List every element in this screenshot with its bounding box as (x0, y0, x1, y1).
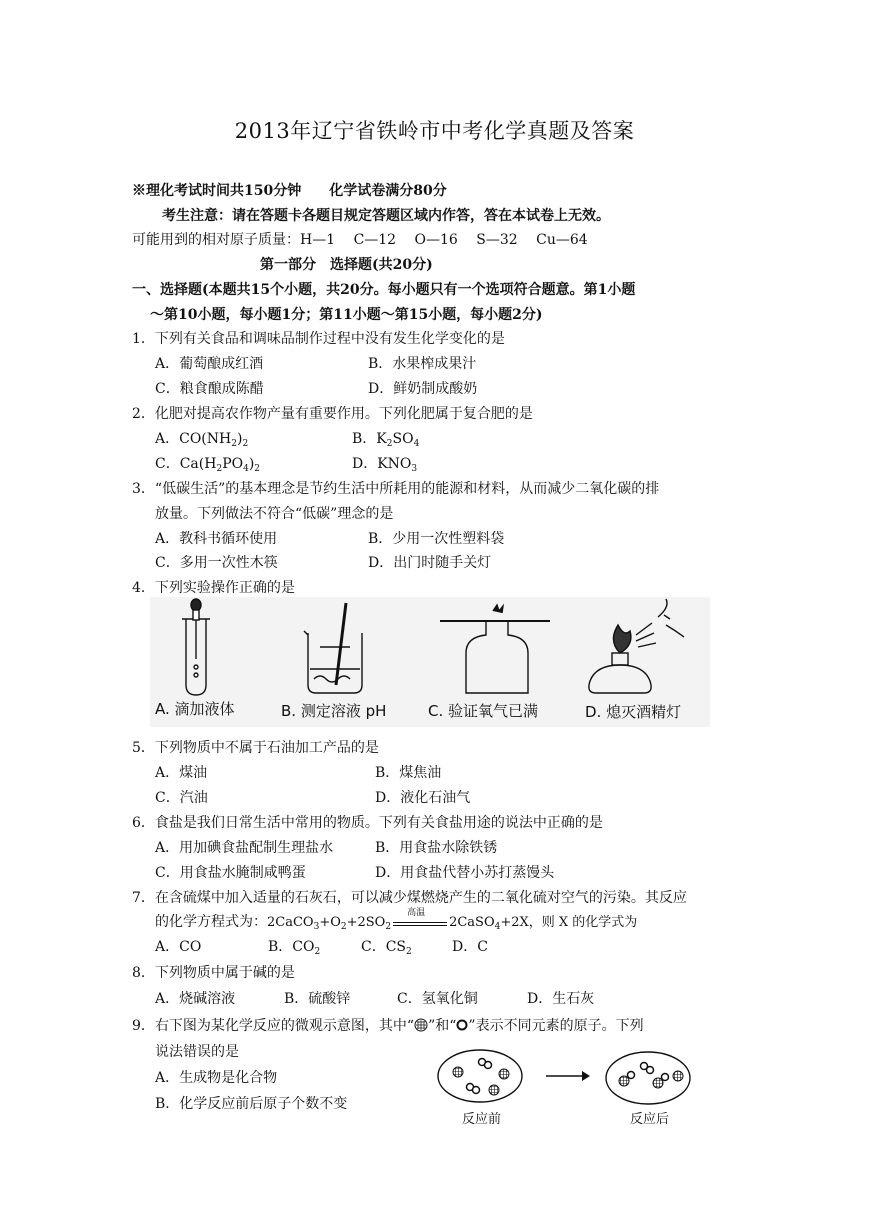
equation-condition: 高温 (393, 914, 447, 930)
q1-stem: 1．下列有关食品和调味品制作过程中没有发生化学变化的是 (132, 331, 505, 347)
q4-option-c: C. 验证氧气已满 (428, 702, 539, 720)
q4-option-d: D. 熄灭酒精灯 (585, 703, 682, 721)
q8-option-b: B．硫酸锌 (284, 991, 351, 1007)
part1-title: 第一部分 选择题(共20分) (260, 257, 433, 273)
q6-option-d: D．用食盐代替小苏打蒸馒头 (375, 865, 555, 881)
q7-option-c: C．$CS_2$ (361, 939, 412, 957)
q7-stem-line2: 的化学方程式为：$2CaCO_3+O_2+2SO_2$ 高温 2CaSO$_4$+2X，则 X 的化学式为 (155, 908, 638, 932)
q4-option-a: A. 滴加液体 (155, 700, 235, 718)
q6-stem: 6．食盐是我们日常生活中常用的物质。下列有关食盐用途的说法中正确的是 (132, 815, 603, 831)
q7-option-d: D．C (452, 939, 488, 955)
q5-option-a: A．煤油 (155, 765, 208, 781)
q5-stem: 5．下列物质中不属于石油加工产品的是 (132, 740, 379, 756)
q8-option-a: A．烧碱溶液 (155, 991, 236, 1007)
q1-option-a: A．葡萄酿成红酒 (155, 356, 264, 372)
page-title: 2013年辽宁省铁岭市中考化学真题及答案 (234, 119, 635, 143)
q4-option-b: B. 测定溶液 pH (281, 702, 387, 720)
section1-line1: 一、选择题(本题共15个小题，共20分。每小题只有一个选项符合题意。第1小题 (132, 282, 636, 298)
q2-option-b: B．$K_2SO_4$ (352, 431, 420, 449)
q1-option-b: B．水果榨成果汁 (368, 356, 477, 372)
q9-option-b: B．化学反应前后原子个数不变 (155, 1096, 348, 1112)
q2-option-a: A．$CO(NH_2)_2$ (155, 431, 249, 449)
q1-option-d: D．鲜奶制成酸奶 (368, 381, 478, 397)
exam-time-line: ※理化考试时间共150分钟 化学试卷满分80分 (132, 183, 447, 199)
q9-stem-line1: 9．右下图为某化学反应的微观示意图，其中“ ”和“ ”表示不同元素的原子。下列 (132, 1018, 644, 1034)
q7-option-b: B．$CO_2$ (268, 939, 321, 957)
q3-option-d: D．出门时随手关灯 (368, 555, 492, 571)
q7-option-a: A．CO (155, 939, 202, 955)
q8-option-d: D．生石灰 (527, 991, 595, 1007)
q7-stem-line1: 7．在含硫煤中加入适量的石灰石，可以减少煤燃烧产生的二氧化硫对空气的污染。其反应 (132, 890, 687, 906)
atomic-mass-line: 可能用到的相对原子质量：H—1 C—12 O—16 S—32 Cu—64 (132, 232, 588, 248)
q5-option-b: B．煤焦油 (375, 765, 442, 781)
q2-stem: 2．化肥对提高农作物产量有重要作用。下列化肥属于复合肥的是 (132, 406, 533, 422)
section1-line2: ～第10小题，每小题1分；第11小题～第15小题，每小题2分) (150, 307, 543, 323)
q3-option-a: A．教科书循环使用 (155, 531, 278, 547)
q9-stem-line2: 说法错误的是 (155, 1044, 239, 1060)
q2-option-c: C．$Ca(H_2PO_4)_2$ (155, 456, 261, 474)
q3-stem-line1: 3．“低碳生活”的基本理念是节约生活中所耗用的能源和材料，从而减少二氧化碳的排 (132, 481, 660, 497)
q5-option-c: C．汽油 (155, 790, 208, 806)
exam-notice: 考生注意：请在答题卡各题目规定答题区域内作答，答在本试卷上无效。 (162, 208, 610, 224)
q4-stem: 4．下列实验操作正确的是 (132, 580, 295, 596)
q6-option-b: B．用食盐水除铁锈 (375, 840, 498, 856)
equation-left: $2CaCO_3+O_2+2SO_2$ (267, 915, 392, 932)
after-label: 反应后 (630, 1112, 670, 1127)
open-atom-icon (456, 1019, 468, 1031)
hatched-atom-icon (414, 1018, 428, 1032)
q3-option-b: B．少用一次性塑料袋 (368, 531, 505, 547)
before-label: 反应前 (462, 1112, 502, 1127)
q3-stem-line2: 放量。下列做法不符合“低碳”理念的是 (155, 506, 394, 522)
q8-stem: 8．下列物质中属于碱的是 (132, 965, 295, 981)
q9-option-a: A．生成物是化合物 (155, 1070, 278, 1086)
q2-option-d: D．$KNO_3$ (352, 456, 418, 474)
reaction-arrow-icon (582, 1071, 590, 1081)
q3-option-c: C．多用一次性木筷 (155, 555, 278, 571)
q6-option-c: C．用食盐水腌制咸鸭蛋 (155, 865, 306, 881)
q6-option-a: A．用加碘食盐配制生理盐水 (155, 840, 334, 856)
before-container (438, 1050, 522, 1102)
q1-option-c: C．粮食酿成陈醋 (155, 381, 264, 397)
q8-option-c: C．氢氧化铜 (397, 991, 478, 1007)
q5-option-d: D．液化石油气 (375, 790, 471, 806)
